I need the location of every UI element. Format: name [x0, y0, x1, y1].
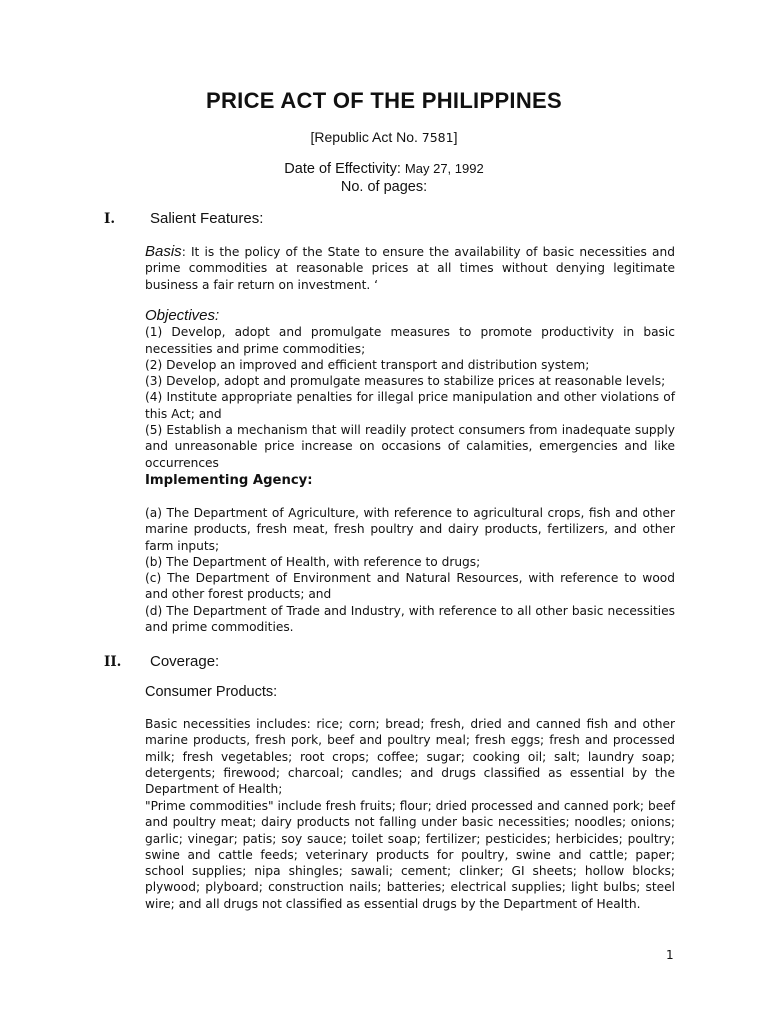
agency-item: (d) The Department of Trade and Industry, with reference to all other basic necessities and prime commodities.: [145, 603, 675, 635]
implementing-agency-label: Implementing Agency:: [145, 473, 313, 488]
objective-item: (2) Develop an improved and efficient transport and distribution system;: [145, 357, 590, 372]
pages-line: No. of pages:: [340, 179, 428, 195]
agency-item: (a) The Department of Agriculture, with reference to agricultural crops, fish and other marine products, fresh meat, fresh poultry and dairy products, fertilizers, and other farm inputs;: [145, 506, 675, 553]
prime-commodities-text: "Prime commodities" include fresh fruits; flour; dried processed and canned pork; beef and poultry meat; dairy products not falling under basic necessities; noodles; onions; garlic; vinegar; patis; soy sauce; toilet soap; fertilizer; pesticides; herbicides; poultry; swine and cattle feeds; veterinary products for poultry, swine and cattle; paper; school supplies; nipa shingles; sawali; cement; clinker; GI sheets; hollow blocks; plywood; plyboard; construction nails; batteries; electrical supplies; light bulbs; steel wire; and all drugs not classified as essential drugs by the Department of Health.: [145, 799, 675, 911]
objective-item: (3) Develop, adopt and promulgate measures to stabilize prices at reasonable levels;: [145, 374, 666, 389]
effectivity-date: May 27, 1992: [404, 161, 484, 176]
republic-act-number: 7581: [421, 130, 454, 145]
agency-item: (c) The Department of Environment and Natural Resources, with reference to wood and other forest products; and: [145, 571, 675, 602]
prime-commodities-paragraph: [145, 798, 675, 912]
effectivity-line: [0, 161, 768, 177]
objective-item: (4) Institute appropriate penalties for illegal price manipulation and other violations of this Act; and: [145, 390, 675, 421]
basis-label: Basis: [145, 243, 182, 260]
section-2-roman: II.: [104, 654, 122, 670]
republic-act-line: [0, 129, 768, 145]
document-title: PRICE ACT OF THE PHILIPPINES: [206, 88, 562, 113]
objectives-label: Objectives:: [145, 307, 220, 324]
section-1-roman: I.: [104, 211, 116, 227]
objective-item: (1) Develop, adopt and promulgate measures to promote productivity in basic necessities and prime commodities;: [145, 325, 675, 356]
effectivity-label: Date of Effectivity:: [284, 161, 401, 177]
page-number: 1: [666, 948, 674, 962]
objective-item: (5) Establish a mechanism that will readily protect consumers from inadequate supply and unreasonable price increase on occasions of calamities, emergencies and like occurrences: [145, 423, 675, 470]
section-2-heading: [104, 653, 219, 670]
republic-act-suffix: ]: [453, 129, 458, 145]
basis-text: : It is the policy of the State to ensure the availability of basic necessities and prime commodities at reasonable prices at all times without denying legitimate business a fair return on investment. ‘: [145, 245, 675, 292]
section-1-title: Salient Features:: [150, 210, 264, 227]
basic-necessities-text: Basic necessities includes: rice; corn; bread; fresh, dried and canned fish and other marine products, fresh pork, beef and poultry meal; fresh eggs; fresh and processed milk; fresh vegetables; root crops; coffee; sugar; cooking oil; salt; laundry soap; detergents; firewood; charcoal; candles; and drugs classified as essential by the Department of Health;: [145, 717, 675, 797]
basic-necessities-paragraph: [145, 716, 675, 797]
agency-item: (b) The Department of Health, with reference to drugs;: [145, 554, 481, 569]
basis-paragraph: [145, 244, 675, 293]
section-1-heading: [104, 210, 263, 227]
republic-act-prefix: [Republic Act No.: [310, 129, 422, 145]
section-2-title: Coverage:: [150, 653, 220, 670]
agencies-block: [145, 505, 675, 635]
objectives-block: [145, 308, 675, 471]
consumer-products-label: Consumer Products:: [145, 684, 278, 700]
